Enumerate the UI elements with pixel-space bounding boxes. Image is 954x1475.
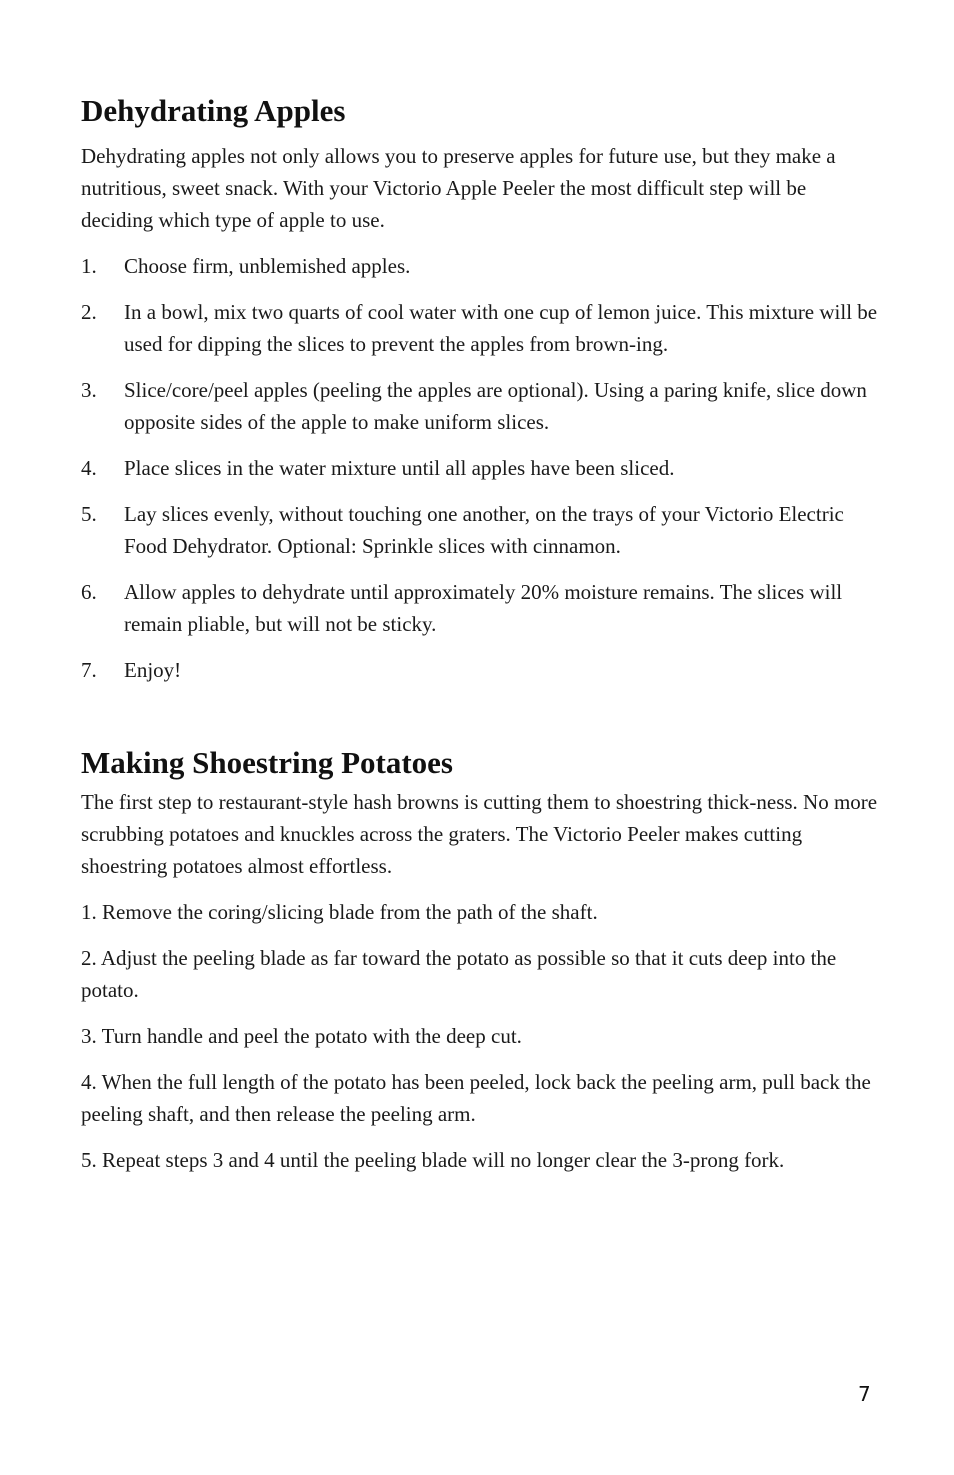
list-item bbox=[81, 452, 881, 484]
step-number: 2. bbox=[81, 300, 97, 324]
step-number: 4. bbox=[81, 456, 97, 480]
step-number: 5. bbox=[81, 502, 97, 526]
list-item bbox=[81, 498, 881, 562]
step-paragraph: 5. Repeat steps 3 and 4 until the peeling blade will no longer clear the 3-prong fork. bbox=[81, 1148, 785, 1172]
steps-list bbox=[81, 250, 881, 686]
page-number: 7 bbox=[858, 1382, 871, 1406]
step-paragraph: 2. Adjust the peeling blade as far toward the potato as possible so that it cuts deep into the potato. bbox=[81, 946, 837, 1002]
step-text: Place slices in the water mixture until all apples have been sliced. bbox=[124, 456, 675, 480]
step-text: Allow apples to dehydrate until approximately 20% moisture remains. The slices will remain pliable, but will not be sticky. bbox=[124, 580, 843, 636]
step-text: Choose firm, unblemished apples. bbox=[124, 254, 411, 278]
step-paragraph: 1. Remove the coring/slicing blade from the path of the shaft. bbox=[81, 900, 598, 924]
section-intro: Dehydrating apples not only allows you to preserve apples for future use, but they make a nutritious, sweet snack. With your Victorio Apple Peeler the most difficult step will be deciding which type of apple to use. bbox=[81, 144, 836, 232]
step-paragraph: 4. When the full length of the potato has been peeled, lock back the peeling arm, pull back the peeling shaft, and then release the peeling arm. bbox=[81, 1070, 871, 1126]
list-item bbox=[81, 250, 881, 282]
page-content bbox=[81, 88, 881, 1190]
list-item bbox=[81, 296, 881, 360]
step-text: Enjoy! bbox=[124, 658, 182, 682]
step-number: 7. bbox=[81, 658, 97, 682]
section-heading: Making Shoestring Potatoes bbox=[81, 745, 453, 780]
list-item bbox=[81, 576, 881, 640]
section-heading: Dehydrating Apples bbox=[81, 93, 346, 128]
step-number: 1. bbox=[81, 254, 97, 278]
section-shoestring-potatoes bbox=[81, 740, 881, 1176]
step-paragraph: 3. Turn handle and peel the potato with the deep cut. bbox=[81, 1024, 522, 1048]
step-text: Lay slices evenly, without touching one another, on the trays of your Victorio Electric Food Dehydrator. Optional: Sprinkle slices with cinnamon. bbox=[124, 502, 844, 558]
section-dehydrating-apples bbox=[81, 88, 881, 686]
step-text: In a bowl, mix two quarts of cool water with one cup of lemon juice. This mixture will be used for dipping the slices to prevent the apples from brown-ing. bbox=[124, 300, 878, 356]
step-number: 6. bbox=[81, 580, 97, 604]
list-item bbox=[81, 654, 881, 686]
list-item bbox=[81, 374, 881, 438]
section-intro: The first step to restaurant-style hash browns is cutting them to shoestring thick-ness. No more scrubbing potatoes and knuckles across the graters. The Victorio Peeler makes cutting shoestring potatoes almost effortless. bbox=[81, 790, 878, 878]
step-number: 3. bbox=[81, 378, 97, 402]
step-text: Slice/core/peel apples (peeling the apples are optional). Using a paring knife, slice down opposite sides of the apple to make uniform slices. bbox=[124, 378, 867, 434]
